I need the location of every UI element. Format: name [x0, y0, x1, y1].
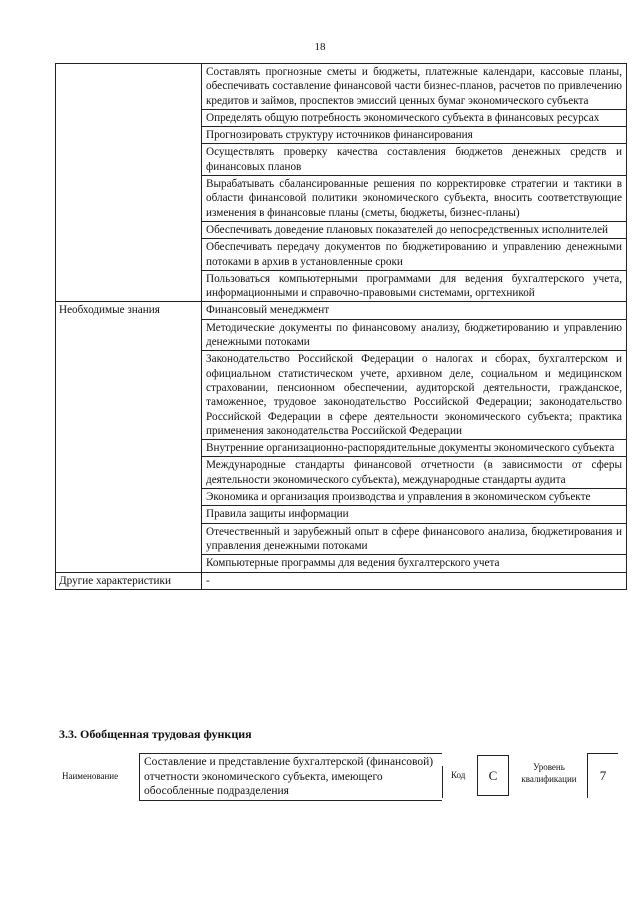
table-row: [56, 302, 627, 572]
list-item: Отечественный и зарубежный опыт в сфере финансового анализа, бюджетирования и управления денежными потоками: [202, 523, 626, 555]
name-label: Наименование: [62, 771, 119, 781]
code-value: C: [477, 755, 509, 796]
section-title: 3.3. Обобщенная трудовая функция: [59, 727, 252, 741]
list-item: Правила защиты информации: [202, 505, 626, 522]
page-number: 18: [314, 41, 326, 53]
requirements-table: [55, 63, 627, 590]
table-row: [56, 64, 627, 302]
qualification-level-value: 7: [587, 753, 618, 798]
list-item: Составлять прогнозные сметы и бюджеты, платежные календари, кассовые планы, обеспечивать составление финансовой части бизнес-планов, расчетов по привлечению кредитов и займов, проспектов эмиссий ценных бумаг экономического субъекта: [206, 66, 622, 107]
row-items: [202, 572, 627, 589]
list-item: Внутренние организационно-распорядительные документы экономического субъекта: [202, 439, 626, 456]
list-item: Международные стандарты финансовой отчетности (в зависимости от сферы деятельности экономического субъекта), международные стандарты аудита: [202, 456, 626, 488]
list-item: Компьютерные программы для ведения бухгалтерского учета: [202, 554, 626, 571]
code-label: Код: [451, 770, 466, 780]
function-name-value: Составление и представление бухгалтерской (финансовой) отчетности экономического субъекта, имеющего обособленные подразделения: [139, 753, 442, 801]
row-label-other-characteristics: Другие характеристики: [56, 572, 202, 589]
row-items: [202, 64, 627, 302]
list-item: Определять общую потребность экономического субъекта в финансовых ресурсах: [202, 109, 626, 126]
list-item: -: [206, 574, 210, 587]
list-item: Вырабатывать сбалансированные решения по корректировке стратегии и тактики в области финансовой политики экономического субъекта, вносить соответствующие изменения в финансовые планы (сметы, бюджеты, бизнес-планы): [202, 175, 626, 221]
table-row: [56, 572, 627, 589]
qualification-level-label: Уровень квалификации: [521, 762, 577, 784]
list-item: Обеспечивать передачу документов по бюджетированию и управлению денежными потоками в архив в установленные сроки: [202, 238, 626, 270]
list-item: Финансовый менеджмент: [206, 304, 330, 317]
row-label-required-knowledge: Необходимые знания: [56, 302, 202, 572]
list-item: Обеспечивать доведение плановых показателей до непосредственных исполнителей: [202, 221, 626, 238]
list-item: Пользоваться компьютерными программами для ведения бухгалтерского учета, информационными и справочно-правовыми системами, оргтехникой: [202, 270, 626, 302]
row-items: [202, 302, 627, 572]
list-item: Прогнозировать структуру источников финансирования: [202, 126, 626, 143]
row-label: [56, 64, 202, 302]
list-item: Осуществлять проверку качества составления бюджетов денежных средств и финансовых планов: [202, 143, 626, 175]
list-item: Законодательство Российской Федерации о налогах и сборах, бухгалтерском и официальном статистическом учете, архивном деле, социальном и медицинском страховании, пенсионном обеспечении, аудиторской деятельности, гражданское, таможенное, трудовое законодательство Российской Федерации; законодательство Российской Федерации в сфере деятельности экономического субъекта; практика применения законодательства Российской Федерации: [202, 350, 626, 439]
list-item: Методические документы по финансовому анализу, бюджетированию и управлению денежными потоками: [202, 319, 626, 351]
list-item: Экономика и организация производства и управления в экономическом субъекте: [202, 488, 626, 505]
